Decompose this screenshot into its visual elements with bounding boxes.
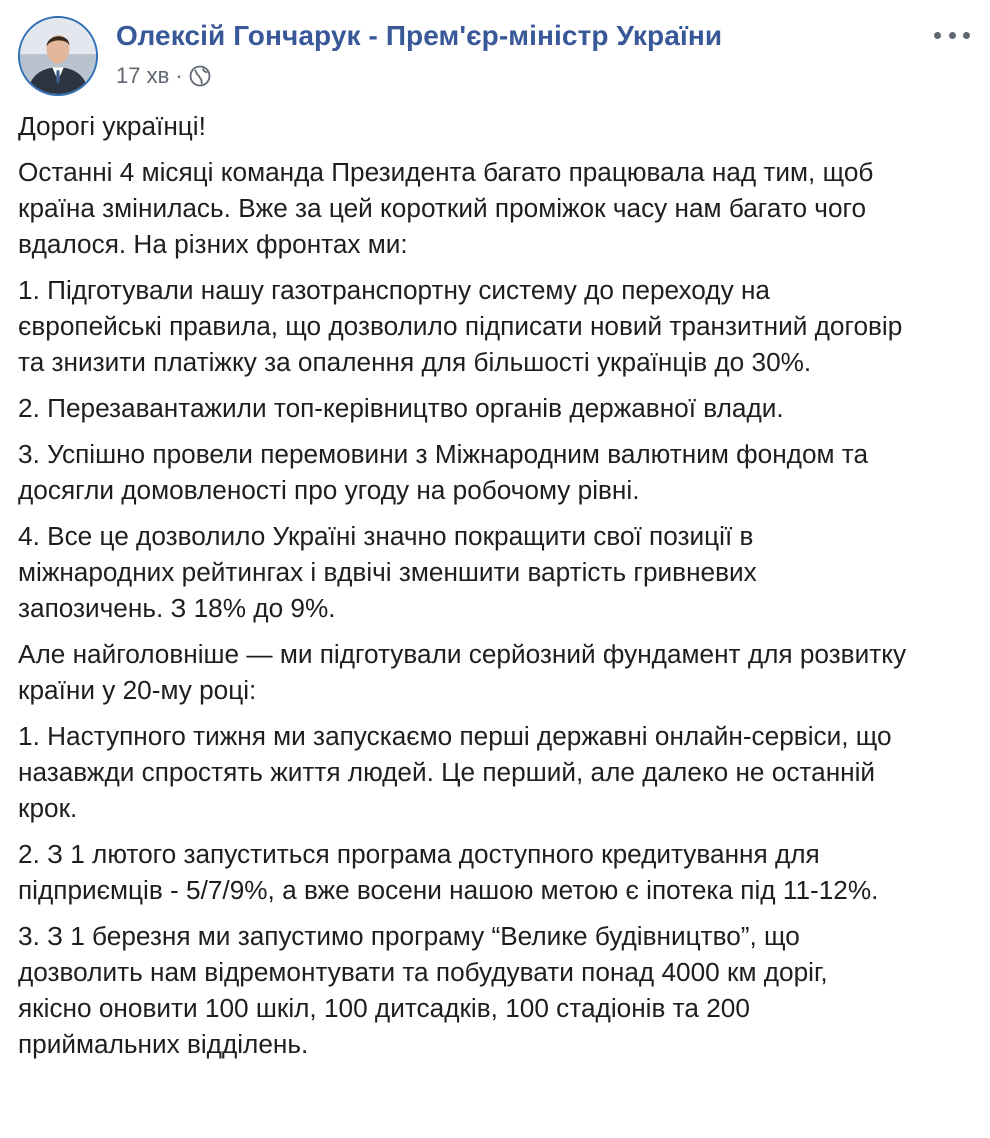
- paragraph-line: Дорогі українці!: [18, 111, 206, 141]
- post-text: [18, 108, 978, 1072]
- paragraph-line: досягли домовленості про угоду на робочому рівні.: [18, 475, 640, 505]
- post-header: [18, 12, 980, 92]
- paragraph-line: крок.: [18, 793, 78, 823]
- paragraph-line: 3. Успішно провели перемовини з Міжнародним валютним фондом та: [18, 439, 869, 469]
- avatar-image: [20, 18, 96, 94]
- post-paragraph: [18, 718, 978, 826]
- post-paragraph: [18, 390, 978, 426]
- paragraph-line: назавжди спростять життя людей. Це перший, але далеко не останній: [18, 757, 876, 787]
- paragraph-line: 2. Перезавантажили топ-керівництво органів державної влади.: [18, 393, 784, 423]
- paragraph-line: країна змінилась. Вже за цей короткий проміжок часу нам багато чого: [18, 193, 867, 223]
- post-meta: [116, 62, 211, 90]
- post-timestamp[interactable]: 17 хв: [116, 63, 170, 88]
- paragraph-line: дозволить нам відремонтувати та побудувати понад 4000 км доріг,: [18, 957, 828, 987]
- paragraph-line: запозичень. З 18% до 9%.: [18, 593, 336, 623]
- paragraph-line: країни у 20-му році:: [18, 675, 257, 705]
- paragraph-line: 2. З 1 лютого запуститься програма доступного кредитування для: [18, 839, 820, 869]
- post-paragraph: [18, 518, 978, 626]
- paragraph-line: європейські правила, що дозволило підписати новий транзитний договір: [18, 311, 903, 341]
- paragraph-line: 3. З 1 березня ми запустимо програму “Велике будівництво”, що: [18, 921, 800, 951]
- paragraph-line: приймальних відділень.: [18, 1029, 309, 1059]
- paragraph-line: Останні 4 місяці команда Президента багато працювала над тим, щоб: [18, 157, 874, 187]
- globe-icon[interactable]: [189, 65, 211, 87]
- post-paragraph: [18, 918, 978, 1062]
- paragraph-line: Але найголовніше — ми підготували серйозний фундамент для розвитку: [18, 639, 907, 669]
- more-options-icon[interactable]: [934, 22, 970, 48]
- paragraph-line: вдалося. На різних фронтах ми:: [18, 229, 408, 259]
- paragraph-line: підприємців - 5/7/9%, а вже восени нашою метою є іпотека під 11-12%.: [18, 875, 879, 905]
- post-paragraph: [18, 108, 978, 144]
- paragraph-line: міжнародних рейтингах і вдвічі зменшити вартість гривневих: [18, 557, 757, 587]
- post-paragraph: [18, 436, 978, 508]
- paragraph-line: 4. Все це дозволило Україні значно покращити свої позиції в: [18, 521, 754, 551]
- post-paragraph: [18, 154, 978, 262]
- paragraph-line: якісно оновити 100 шкіл, 100 дитсадків, 100 стадіонів та 200: [18, 993, 750, 1023]
- paragraph-line: та знизити платіжку за опалення для більшості українців до 30%.: [18, 347, 812, 377]
- author-name-link[interactable]: Олексій Гончарук - Прем'єр-міністр України: [116, 20, 723, 51]
- meta-separator: ·: [175, 63, 183, 88]
- paragraph-line: 1. Підготували нашу газотранспортну систему до переходу на: [18, 275, 770, 305]
- post-paragraph: [18, 636, 978, 708]
- paragraph-line: 1. Наступного тижня ми запускаємо перші державні онлайн-сервіси, що: [18, 721, 892, 751]
- avatar[interactable]: [18, 16, 98, 96]
- post-paragraph: [18, 836, 978, 908]
- post-paragraph: [18, 272, 978, 380]
